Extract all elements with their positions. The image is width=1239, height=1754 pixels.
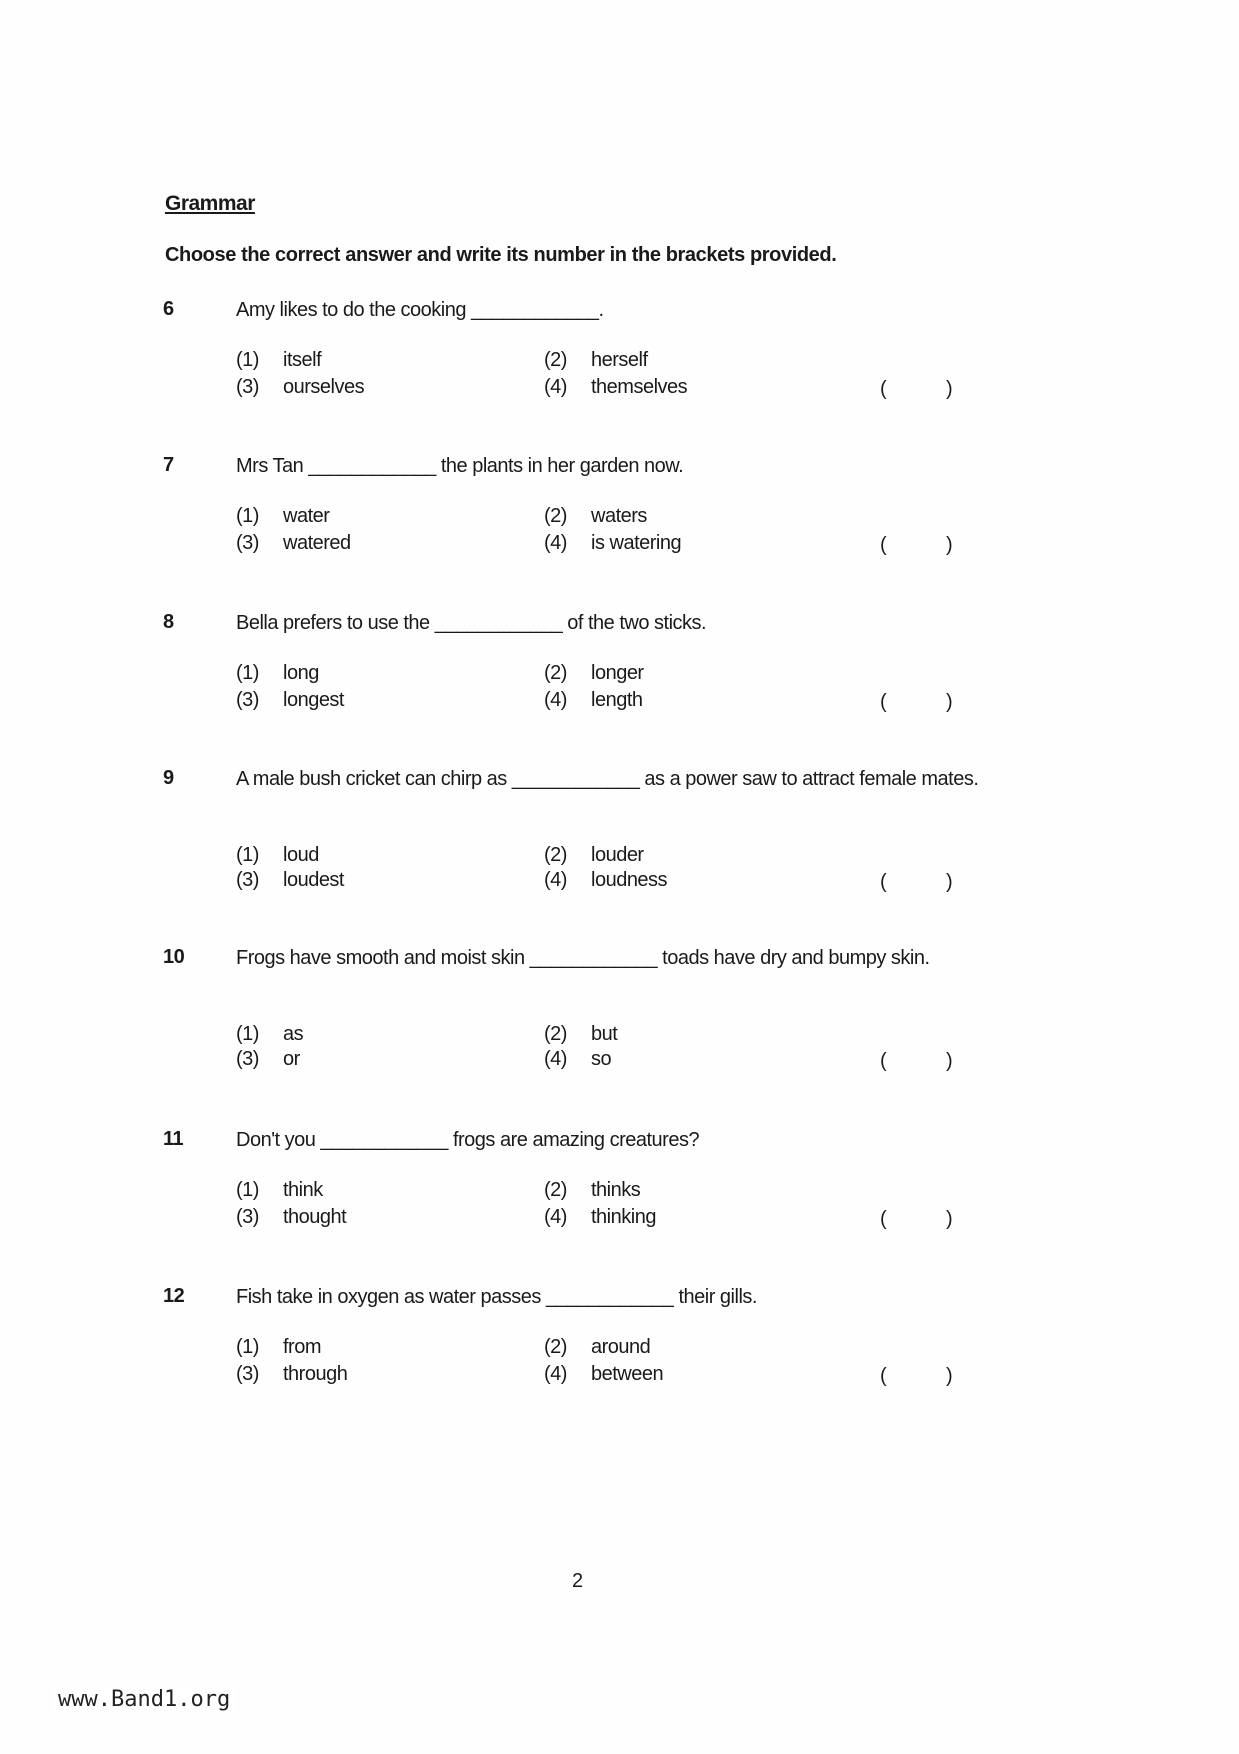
option-label: (1) <box>236 1023 259 1045</box>
option-text: thought <box>283 1206 347 1228</box>
bracket-open: ( <box>880 871 887 893</box>
bracket-open: ( <box>880 1050 887 1072</box>
option-text: but <box>591 1023 618 1045</box>
option-text: herself <box>591 349 648 371</box>
page-number: 2 <box>572 1570 584 1592</box>
option-label: (3) <box>236 1048 259 1070</box>
bracket-close: ) <box>946 1208 953 1230</box>
option-label: (3) <box>236 1363 259 1385</box>
option-text: as <box>283 1023 304 1045</box>
bracket-close: ) <box>946 378 953 400</box>
option-text: loudness <box>591 869 668 891</box>
option-label: (4) <box>544 689 567 711</box>
option-label: (3) <box>236 869 259 891</box>
instructions: Choose the correct answer and write its number in the brackets provided. <box>165 244 837 266</box>
option-text: thinking <box>591 1206 656 1228</box>
section-title: Grammar <box>165 192 255 215</box>
option-label: (1) <box>236 505 259 527</box>
option-label: (2) <box>544 1179 567 1201</box>
option-text: watered <box>283 532 351 554</box>
option-label: (2) <box>544 662 567 684</box>
option-text: longer <box>591 662 644 684</box>
question-text: Mrs Tan ____________ the plants in her garden now. <box>236 455 684 477</box>
question-number: 9 <box>163 767 174 789</box>
option-label: (2) <box>544 505 567 527</box>
option-text: itself <box>283 349 322 371</box>
option-label: (4) <box>544 1206 567 1228</box>
question-number: 11 <box>163 1128 184 1150</box>
option-text: is watering <box>591 532 682 554</box>
option-text: loud <box>283 844 319 866</box>
watermark: www.Band1.org <box>52 1685 236 1714</box>
option-label: (2) <box>544 1023 567 1045</box>
option-label: (3) <box>236 689 259 711</box>
option-text: so <box>591 1048 612 1070</box>
option-label: (2) <box>544 844 567 866</box>
question-number: 8 <box>163 611 174 633</box>
question-text: Amy likes to do the cooking ____________. <box>236 299 604 321</box>
option-text: length <box>591 689 643 711</box>
option-label: (2) <box>544 349 567 371</box>
option-label: (4) <box>544 1363 567 1385</box>
option-text: water <box>283 505 330 527</box>
option-text: think <box>283 1179 323 1201</box>
bracket-open: ( <box>880 1208 887 1230</box>
option-label: (1) <box>236 662 259 684</box>
option-text: from <box>283 1336 321 1358</box>
question-text: A male bush cricket can chirp as ____________ as a power saw to attract female mates. <box>236 768 979 790</box>
bracket-close: ) <box>946 1365 953 1387</box>
question-number: 12 <box>163 1285 185 1307</box>
bracket-open: ( <box>880 1365 887 1387</box>
option-label: (3) <box>236 376 259 398</box>
question-text: Bella prefers to use the ____________ of the two sticks. <box>236 612 707 634</box>
bracket-open: ( <box>880 534 887 556</box>
option-label: (1) <box>236 349 259 371</box>
bracket-close: ) <box>946 1050 953 1072</box>
option-label: (1) <box>236 1336 259 1358</box>
bracket-close: ) <box>946 871 953 893</box>
option-text: long <box>283 662 319 684</box>
option-text: ourselves <box>283 376 365 398</box>
bracket-close: ) <box>946 534 953 556</box>
question-number: 7 <box>163 454 174 476</box>
bracket-open: ( <box>880 691 887 713</box>
option-label: (3) <box>236 532 259 554</box>
option-text: themselves <box>591 376 688 398</box>
option-label: (1) <box>236 1179 259 1201</box>
option-text: or <box>283 1048 300 1070</box>
option-text: between <box>591 1363 664 1385</box>
option-label: (3) <box>236 1206 259 1228</box>
option-label: (4) <box>544 1048 567 1070</box>
bracket-open: ( <box>880 378 887 400</box>
option-text: around <box>591 1336 651 1358</box>
option-text: louder <box>591 844 644 866</box>
option-text: thinks <box>591 1179 641 1201</box>
option-text: longest <box>283 689 344 711</box>
option-text: waters <box>591 505 647 527</box>
option-label: (4) <box>544 376 567 398</box>
option-label: (4) <box>544 532 567 554</box>
option-text: loudest <box>283 869 344 891</box>
question-text: Frogs have smooth and moist skin ____________ toads have dry and bumpy skin. <box>236 947 930 969</box>
option-text: through <box>283 1363 348 1385</box>
option-label: (4) <box>544 869 567 891</box>
option-label: (2) <box>544 1336 567 1358</box>
bracket-close: ) <box>946 691 953 713</box>
question-number: 10 <box>163 946 185 968</box>
question-text: Fish take in oxygen as water passes ____________ their gills. <box>236 1286 757 1308</box>
question-text: Don't you ____________ frogs are amazing creatures? <box>236 1129 700 1151</box>
question-number: 6 <box>163 298 174 320</box>
option-label: (1) <box>236 844 259 866</box>
